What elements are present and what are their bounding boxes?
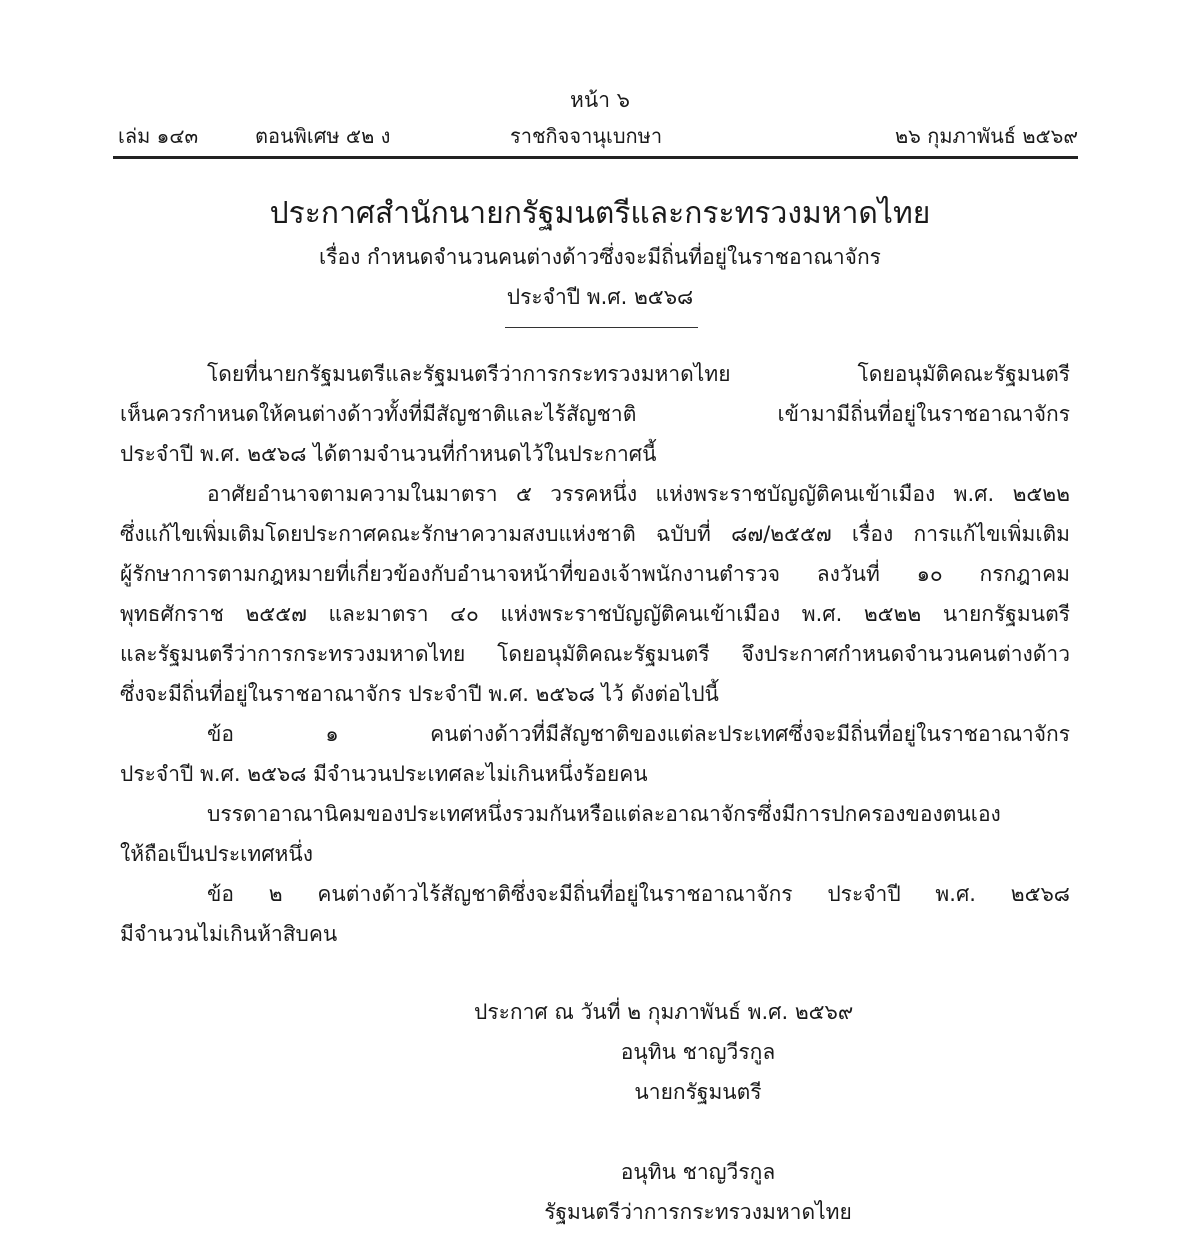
document-subject: เรื่อง กำหนดจำนวนคนต่างด้าวซึ่งจะมีถิ่นที่อยู่ในราชอาณาจักร [319, 245, 881, 269]
body-line: พุทธศักราช ๒๕๕๗ และมาตรา ๔๐ แห่งพระราชบัญญัติคนเข้าเมือง พ.ศ. ๒๕๒๒ นายกรัฐมนตรี [120, 602, 1070, 626]
body-line: ให้ถือเป็นประเทศหนึ่ง [120, 842, 313, 866]
body-line: ผู้รักษาการตามกฎหมายที่เกี่ยวข้องกับอำนาจหน้าที่ของเจ้าพนักงานตำรวจ ลงวันที่ ๑๐ กรกฎาคม [120, 562, 1070, 586]
volume: เล่ม ๑๔๓ [118, 124, 199, 148]
title-divider [505, 327, 698, 328]
body-line: มีจำนวนไม่เกินห้าสิบคน [120, 922, 338, 946]
page-number: หน้า ๖ [570, 88, 630, 112]
body-line: ประจำปี พ.ศ. ๒๕๖๘ ได้ตามจำนวนที่กำหนดไว้ในประกาศนี้ [120, 442, 657, 466]
signer-name: อนุทิน ชาญวีรกูล [620, 1160, 776, 1184]
announcement-date: ประกาศ ณ วันที่ ๒ กุมภาพันธ์ พ.ศ. ๒๕๖๙ [474, 1000, 854, 1024]
clause-1: ข้อ ๑ คนต่างด้าวที่มีสัญชาติของแต่ละประเทศซึ่งจะมีถิ่นที่อยู่ในราชอาณาจักร [207, 722, 1070, 746]
body-line: เห็นควรกำหนดให้คนต่างด้าวทั้งที่มีสัญชาติและไร้สัญชาติ เข้ามามีถิ่นที่อยู่ในราชอาณาจักร [120, 402, 1070, 426]
body-line: ประจำปี พ.ศ. ๒๕๖๘ มีจำนวนประเทศละไม่เกินหนึ่งร้อยคน [120, 762, 648, 786]
signer-name: อนุทิน ชาญวีรกูล [620, 1040, 776, 1064]
body-line: บรรดาอาณานิคมของประเทศหนึ่งรวมกันหรือแต่ละอาณาจักรซึ่งมีการปกครองของตนเอง [207, 802, 1001, 826]
gazette-name: ราชกิจจานุเบกษา [510, 124, 663, 148]
document-year: ประจำปี พ.ศ. ๒๕๖๘ [506, 285, 694, 309]
signer-title: นายกรัฐมนตรี [634, 1080, 762, 1104]
body-line: และรัฐมนตรีว่าการกระทรวงมหาดไทย โดยอนุมัติคณะรัฐมนตรี จึงประกาศกำหนดจำนวนคนต่างด้าว [120, 642, 1070, 666]
gazette-date: ๒๖ กุมภาพันธ์ ๒๕๖๙ [894, 124, 1078, 148]
body-line: ซึ่งแก้ไขเพิ่มเติมโดยประกาศคณะรักษาความสงบแห่งชาติ ฉบับที่ ๘๗/๒๕๕๗ เรื่อง การแก้ไขเพิ่มเติม [120, 522, 1070, 546]
body-line: โดยที่นายกรัฐมนตรีและรัฐมนตรีว่าการกระทรวงมหาดไทย โดยอนุมัติคณะรัฐมนตรี [207, 362, 1070, 386]
body-line: อาศัยอำนาจตามความในมาตรา ๕ วรรคหนึ่ง แห่งพระราชบัญญัติคนเข้าเมือง พ.ศ. ๒๕๒๒ [207, 482, 1070, 506]
body-line: ซึ่งจะมีถิ่นที่อยู่ในราชอาณาจักร ประจำปี พ.ศ. ๒๕๖๘ ไว้ ดังต่อไปนี้ [120, 682, 719, 706]
header-divider [113, 156, 1078, 159]
document-title: ประกาศสำนักนายกรัฐมนตรีและกระทรวงมหาดไทย [269, 196, 931, 231]
clause-2: ข้อ ๒ คนต่างด้าวไร้สัญชาติซึ่งจะมีถิ่นที่อยู่ในราชอาณาจักร ประจำปี พ.ศ. ๒๕๖๘ [207, 882, 1070, 906]
issue: ตอนพิเศษ ๕๒ ง [255, 124, 391, 148]
signer-title: รัฐมนตรีว่าการกระทรวงมหาดไทย [544, 1200, 852, 1224]
